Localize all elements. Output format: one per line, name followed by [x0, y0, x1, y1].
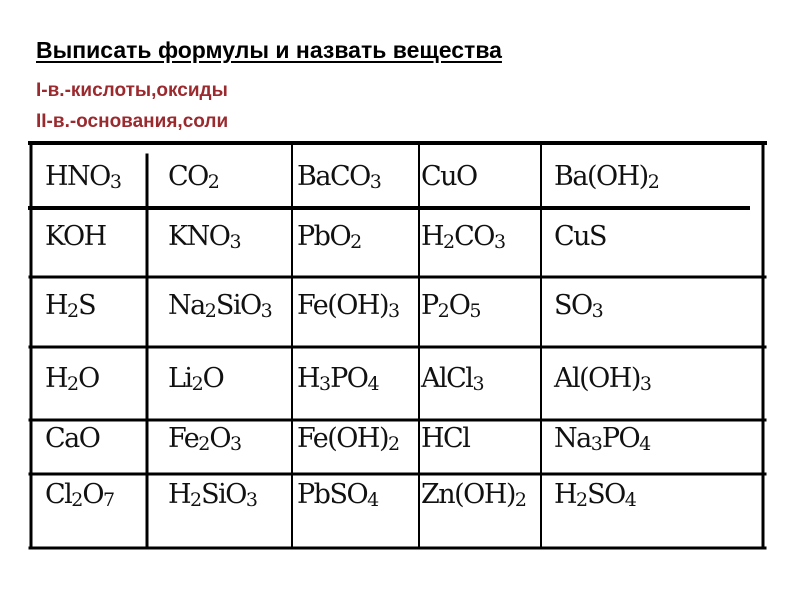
formula-text: Li — [168, 363, 192, 394]
formula-subscript: 3 — [229, 433, 242, 455]
formula-subscript: 2 — [191, 373, 203, 395]
formula-cell — [554, 163, 659, 192]
formula-text: H — [421, 221, 444, 252]
formula-subscript: 3 — [472, 373, 484, 395]
formula-cell — [45, 163, 121, 192]
formula-text: H — [168, 479, 191, 510]
formula-subscript: 2 — [514, 489, 526, 511]
formula-text: Cl — [45, 479, 72, 510]
formula-cell — [168, 223, 241, 252]
formula-cell — [297, 365, 379, 394]
formula-text: O — [448, 290, 470, 321]
formula-text: S — [78, 290, 96, 321]
formula-text: Ba(OH) — [554, 161, 648, 192]
formula-subscript: 4 — [367, 489, 379, 511]
formula-cell — [45, 365, 99, 394]
formula-cell — [421, 292, 481, 321]
formula-cell — [421, 163, 477, 190]
formula-text: BaCO — [297, 161, 370, 192]
formula-cell — [297, 223, 361, 252]
formula-subscript: 5 — [469, 300, 481, 322]
formula-text: Al(OH) — [554, 363, 640, 394]
formula-cell — [421, 481, 526, 510]
formula-subscript: 3 — [493, 231, 506, 253]
formula-text: SiO — [201, 479, 246, 510]
formula-cell — [168, 365, 223, 394]
formula-text: CaO — [45, 423, 100, 454]
formula-cell — [297, 481, 378, 510]
formula-subscript: 4 — [367, 373, 379, 395]
formula-subscript: 3 — [590, 433, 602, 455]
formula-text: SO — [587, 479, 625, 510]
formula-text: P — [421, 290, 438, 321]
formula-text: CO — [454, 221, 494, 252]
formula-text: Fe(OH) — [297, 290, 388, 321]
formula-subscript: 4 — [639, 433, 651, 455]
formula-text: H — [45, 363, 68, 394]
formula-text: O — [202, 363, 224, 394]
formula-text: H — [45, 290, 68, 321]
formula-text: H — [297, 363, 320, 394]
formula-cell — [554, 481, 636, 510]
formula-subscript: 2 — [437, 300, 449, 322]
formula-cell — [421, 223, 505, 252]
formula-text: SO — [554, 290, 592, 321]
formula-cell — [554, 292, 603, 321]
formula-subscript: 2 — [67, 373, 79, 395]
formula-text: Na — [168, 290, 205, 321]
formula-subscript: 3 — [369, 171, 381, 193]
formula-text: O — [82, 479, 104, 510]
formula-text: PbSO — [297, 479, 368, 510]
formula-cell — [168, 425, 241, 454]
formula-subscript: 3 — [387, 300, 400, 322]
formula-subscript: 2 — [190, 489, 202, 511]
formula-cell — [45, 481, 114, 510]
formula-subscript: 2 — [198, 433, 210, 455]
formula-text: PO — [330, 363, 368, 394]
formula-cell — [45, 223, 106, 250]
formula-text: O — [78, 363, 99, 394]
formula-text: O — [89, 161, 110, 192]
formula-cell — [554, 223, 606, 250]
formula-subscript: 3 — [319, 373, 331, 395]
formula-subscript: 2 — [71, 489, 83, 511]
formula-text: CuO — [421, 161, 477, 192]
page-title: Выписать формулы и назвать вещества — [36, 37, 502, 63]
formula-cell — [168, 292, 272, 321]
formula-cell — [297, 292, 399, 321]
formula-text: KNO — [168, 221, 230, 252]
formula-text: CO — [168, 161, 208, 192]
formula-text: SiO — [215, 290, 261, 321]
formula-text: H — [554, 479, 577, 510]
formula-subscript: 2 — [207, 171, 219, 193]
formula-cell — [554, 365, 651, 394]
formula-subscript: 3 — [639, 373, 651, 395]
formula-text: O — [209, 423, 230, 454]
formula-text: Fe — [168, 423, 199, 454]
formula-subscript: 2 — [350, 231, 362, 253]
formula-subscript: 7 — [103, 489, 115, 511]
formula-subscript: 3 — [260, 300, 272, 322]
formula-text: Zn(OH) — [421, 479, 515, 510]
formula-text: PO — [601, 423, 640, 454]
formula-text: PbO — [297, 221, 351, 252]
formula-text: AlCl — [421, 363, 473, 394]
formula-text: Na — [554, 423, 591, 454]
formula-cell — [45, 292, 95, 321]
formula-subscript: 2 — [204, 300, 216, 322]
formula-cell — [554, 425, 650, 454]
formula-text: H — [45, 161, 68, 192]
formula-subscript: 2 — [443, 231, 455, 253]
formula-subscript: 2 — [67, 300, 79, 322]
formula-subscript: 2 — [387, 433, 400, 455]
formula-text: N — [67, 161, 90, 192]
formula-subscript: 2 — [647, 171, 659, 193]
formula-text: HCl — [421, 423, 470, 454]
formula-subscript: 2 — [576, 489, 588, 511]
formula-text: Fe(OH) — [297, 423, 388, 454]
formula-text: KOH — [45, 221, 106, 252]
variant-2-task: II-в.-основания,соли — [36, 111, 229, 132]
formula-cell — [421, 425, 469, 452]
formula-cell — [45, 425, 99, 452]
formula-subscript: 3 — [109, 171, 121, 193]
formula-subscript: 3 — [591, 300, 603, 322]
formula-subscript: 4 — [624, 489, 636, 511]
formula-subscript: 3 — [245, 489, 258, 511]
formula-cell — [297, 163, 381, 192]
variant-1-task: I-в.-кислоты,оксиды — [36, 80, 228, 101]
formula-text: CuS — [554, 221, 607, 252]
formula-cell — [168, 163, 219, 192]
formula-cell — [421, 365, 484, 394]
formula-cell — [297, 425, 399, 454]
formula-subscript: 3 — [229, 231, 241, 253]
formula-cell — [168, 481, 257, 510]
